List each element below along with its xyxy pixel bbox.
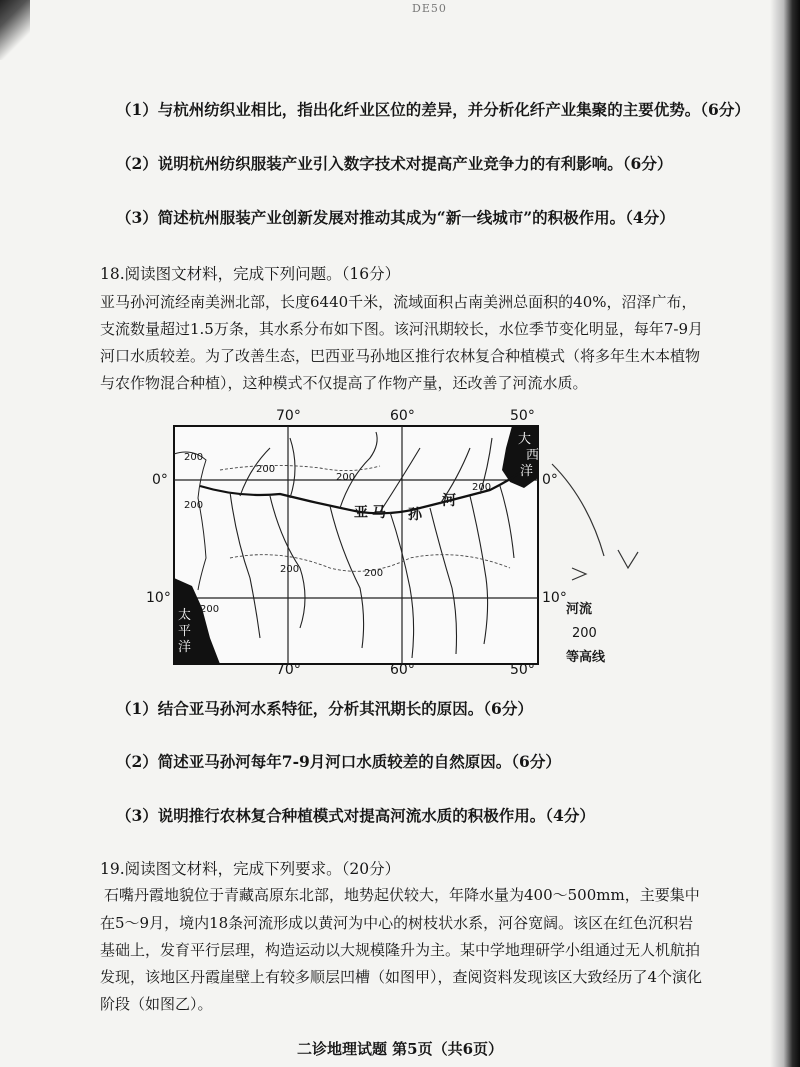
q17-sub3: （3）简述杭州服装产业创新发展对推动其成为“新一线城市”的积极作用。（4分） [116, 208, 675, 227]
pacific-char-2: 平 [178, 624, 192, 639]
lat-label-0-left: 0° [152, 472, 168, 488]
contour-value: 200 [200, 604, 220, 615]
lon-label-70-bottom: 70° [276, 662, 301, 678]
map-frame [174, 426, 538, 664]
lon-label-50-bottom: 50° [510, 662, 535, 678]
lon-label-70-top: 70° [276, 408, 301, 424]
atlantic-char-1: 大 [518, 432, 532, 447]
lat-label-10-right: 10° [542, 590, 567, 606]
q19-line3: 基础上，发育平行层理，构造运动以大规模隆升为主。某中学地理研学小组通过无人机航拍 [100, 941, 701, 959]
contour-value: 200 [280, 564, 300, 575]
atlantic-char-2: 西 [526, 448, 540, 463]
q18-sub3: （3）说明推行农林复合种植模式对提高河流水质的积极作用。（4分） [116, 806, 595, 825]
legend-contour: 等高线 [566, 650, 606, 665]
lat-label-10-left: 10° [146, 590, 171, 606]
lon-label-60-bottom: 60° [390, 662, 415, 678]
contour-value: 200 [336, 472, 356, 483]
pacific-char-1: 太 [178, 608, 192, 623]
q19-line2: 在5～9月，境内18条河流形成以黄河为中心的树枝状水系，河谷宽阔。该区在红色沉积岩 [100, 914, 694, 932]
q18-sub2: （2）简述亚马孙河每年7-9月河口水质较差的自然原因。（6分） [116, 752, 561, 771]
pacific-char-3: 洋 [178, 640, 192, 655]
lon-label-60-top: 60° [390, 408, 415, 424]
q19-title: 19.阅读图文材料，完成下列要求。（20分） [100, 860, 401, 878]
river-char-sun: 孙 [408, 507, 422, 523]
q19-line4: 发现，该地区丹霞崖壁上有较多顺层凹槽（如图甲），查阅资料发现该区大致经历了4个演化 [100, 968, 703, 986]
river-char-he: 河 [442, 493, 456, 509]
legend-river: 河流 [566, 602, 593, 617]
lat-label-0-right: 0° [542, 472, 558, 488]
header-mark: DE50 [412, 2, 447, 15]
q19-line1: 石嘴丹霞地貌位于青藏高原东北部，地势起伏较大，年降水量为400～500mm，主要集中 [104, 886, 700, 904]
contour-value: 200 [472, 482, 492, 493]
lon-label-50-top: 50° [510, 408, 535, 424]
q17-sub2: （2）说明杭州纺织服装产业引入数字技术对提高产业竞争力的有利影响。（6分） [116, 154, 673, 173]
river-char-ma: 马 [372, 505, 386, 521]
legend-contour-value: 200 [572, 626, 597, 641]
q18-sub1: （1）结合亚马孙河水系特征，分析其汛期长的原因。（6分） [116, 699, 533, 718]
q18-line3: 河口水质较差。为了改善生态，巴西亚马孙地区推行农林复合种植模式（将多年生木本植物 [100, 347, 701, 365]
handwritten-marks [548, 460, 648, 600]
contour-value: 200 [184, 452, 204, 463]
contour-value: 200 [364, 568, 384, 579]
atlantic-char-3: 洋 [520, 464, 534, 479]
river-char-ya: 亚 [354, 505, 368, 521]
q17-sub1: （1）与杭州纺织业相比，指出化纤业区位的差异，并分析化纤产业集聚的主要优势。（6分） [116, 100, 750, 119]
page-footer: 二诊地理试题 第5页（共6页） [296, 1040, 504, 1058]
q18-title: 18.阅读图文材料，完成下列问题。（16分） [100, 265, 401, 283]
q18-line1: 亚马孙河流经南美洲北部，长度6440千米，流域面积占南美洲总面积的40%，沼泽广布， [100, 293, 697, 311]
scan-shadow-right [770, 0, 800, 1067]
q19-line5: 阶段（如图乙）。 [100, 995, 213, 1013]
contour-value: 200 [184, 500, 204, 511]
scan-shadow-left [0, 0, 30, 60]
q18-line2: 支流数量超过1.5万条，其水系分布如下图。该河汛期较长，水位季节变化明显，每年7-9月 [100, 320, 704, 338]
contour-value: 200 [256, 464, 276, 475]
q18-line4: 与农作物混合种植），这种模式不仅提高了作物产量，还改善了河流水质。 [100, 374, 588, 392]
